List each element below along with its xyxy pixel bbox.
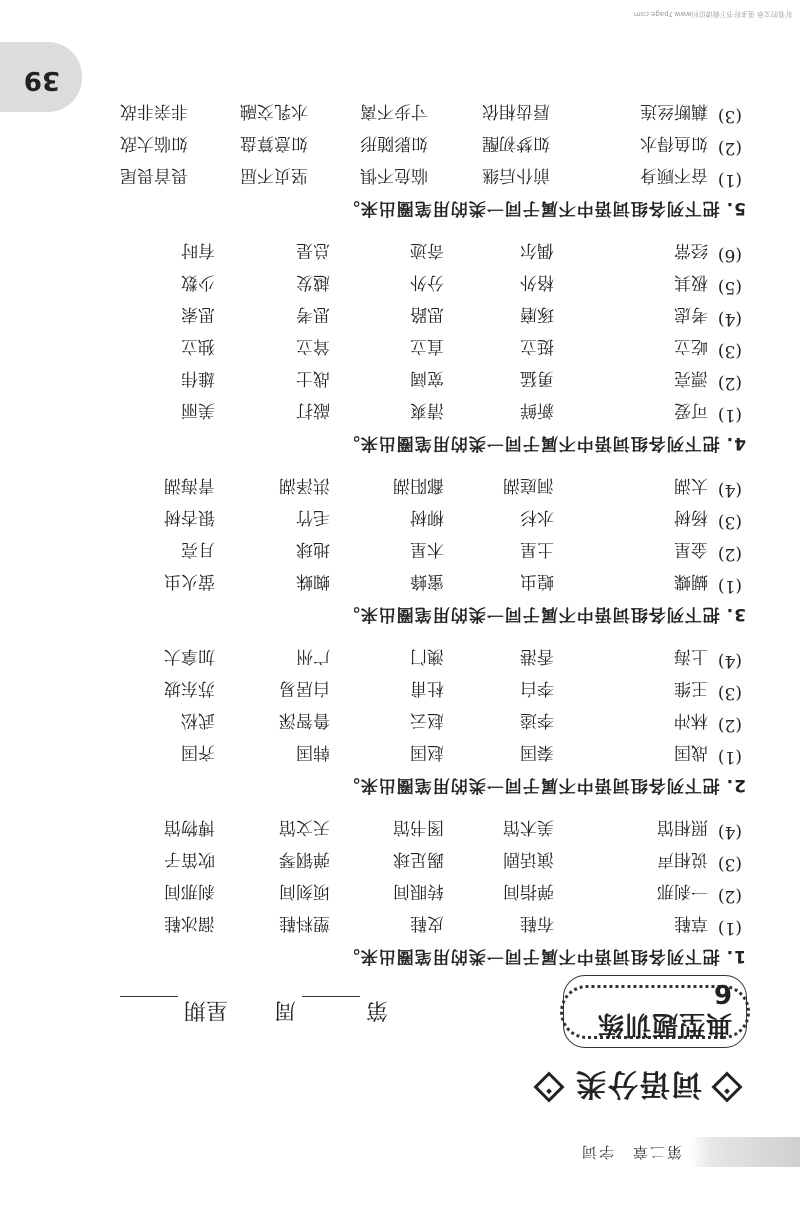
word-option[interactable]: 秦国 [520,742,554,762]
question-4 [342,433,746,458]
word-option[interactable]: 越发 [296,272,330,292]
word-option[interactable]: 顷刻间 [279,881,330,901]
word-option[interactable]: 蜜蜂 [410,571,444,591]
word-group-row [0,303,800,329]
word-option[interactable]: 皮鞋 [410,913,444,933]
question-2 [342,775,746,800]
row-index: (4) [717,822,742,842]
word-option[interactable]: 图书馆 [393,817,444,837]
word-option[interactable]: 唇齿相依 [482,101,550,121]
row-index: (3) [717,854,742,874]
word-group-row [0,399,800,425]
page-number: 39 [23,65,60,95]
word-option[interactable]: 月亮 [181,539,215,559]
word-option[interactable]: 耸立 [296,336,330,356]
header-bar [690,1137,800,1167]
word-option[interactable]: 弹钢琴 [279,849,330,869]
week-blank[interactable] [302,996,360,1019]
word-option[interactable]: 上海 [674,646,708,666]
week-day-line [114,996,388,1027]
word-option[interactable]: 寸步不离 [360,101,428,121]
word-option[interactable]: 敲打 [296,400,330,420]
word-option[interactable]: 杜甫 [410,678,444,698]
word-option[interactable]: 战士 [296,368,330,388]
word-group-row [0,474,800,500]
word-option[interactable]: 如鱼得水 [640,133,708,153]
word-option[interactable]: 格外 [520,272,554,292]
word-option[interactable]: 经常 [674,240,708,260]
training-title: 典型题训练6 [563,976,747,1049]
row-index: (3) [717,341,742,361]
word-option[interactable]: 踢足球 [393,849,444,869]
row-index: (1) [717,170,742,190]
word-option[interactable]: 水乳交融 [240,101,308,121]
row-index: (2) [717,373,742,393]
word-option[interactable]: 白居易 [279,678,330,698]
word-option[interactable]: 考虑 [674,304,708,324]
word-option[interactable]: 天文馆 [279,817,330,837]
question-number: 4. [725,433,746,453]
word-option[interactable]: 水杉 [520,507,554,527]
section-title [524,1065,752,1109]
word-option[interactable]: 临危不惧 [360,165,428,185]
word-option[interactable]: 新鲜 [520,400,554,420]
question-number: 1. [725,946,746,966]
word-option[interactable]: 少数 [181,272,215,292]
row-index: (2) [717,715,742,735]
row-index: (3) [717,512,742,532]
word-option[interactable]: 如临大敌 [120,133,188,153]
row-index: (2) [717,544,742,564]
question-text: 把下列各组词语中不属于同一类的用笔圈出来。 [341,433,720,453]
row-index: (4) [717,480,742,500]
row-index: (2) [717,138,742,158]
word-option[interactable]: 战国 [674,742,708,762]
word-option[interactable]: 溜冰鞋 [164,913,215,933]
word-option[interactable]: 草鞋 [674,913,708,933]
word-option[interactable]: 总是 [296,240,330,260]
row-index: (1) [717,747,742,767]
week-mid: 周 [273,997,296,1022]
word-option[interactable]: 塑料鞋 [279,913,330,933]
word-option[interactable]: 转眼间 [393,881,444,901]
row-index: (6) [717,245,742,265]
word-option[interactable]: 齐国 [181,742,215,762]
row-index: (1) [717,405,742,425]
row-index: (1) [717,576,742,596]
word-option[interactable]: 有时 [181,240,215,260]
word-group-row [0,538,800,564]
word-option[interactable]: 韩国 [296,742,330,762]
word-option[interactable]: 坚贞不屈 [240,165,308,185]
word-option[interactable]: 极其 [674,272,708,292]
question-text: 把下列各组词语中不属于同一类的用笔圈出来。 [341,946,720,966]
word-option[interactable]: 蝗虫 [520,571,554,591]
row-index: (5) [717,277,742,297]
word-option[interactable]: 青海湖 [164,475,215,495]
word-option[interactable]: 前仆后继 [482,165,550,185]
word-option[interactable]: 雄伟 [181,368,215,388]
row-index: (2) [717,886,742,906]
word-option[interactable]: 美术馆 [503,817,554,837]
training-title-box [560,978,750,1040]
word-option[interactable]: 挺立 [520,336,554,356]
footer-note: 好看的文章 更多好书下载请访问www.7page.com [633,10,792,18]
word-option[interactable]: 独立 [181,336,215,356]
word-option[interactable]: 宽阔 [410,368,444,388]
word-option[interactable]: 李逵 [520,710,554,730]
question-text: 把下列各组词语中不属于同一类的用笔圈出来。 [341,604,720,624]
word-option[interactable]: 鄱阳湖 [393,475,444,495]
row-index: (3) [717,106,742,126]
word-group-row [0,271,800,297]
word-option[interactable]: 偶尔 [520,240,554,260]
week-suffix: 星期 [183,997,228,1022]
word-group-row [0,645,800,671]
word-group-row [0,880,800,906]
word-group-row [0,709,800,735]
word-option[interactable]: 思索 [181,304,215,324]
word-option[interactable]: 照相馆 [657,817,708,837]
question-text: 把下列各组词语中不属于同一类的用笔圈出来。 [341,775,720,795]
word-option[interactable]: 林冲 [674,710,708,730]
row-index: (1) [717,918,742,938]
row-index: (4) [717,651,742,671]
question-text: 把下列各组词语中不属于同一类的用笔圈出来。 [341,198,720,218]
word-option[interactable]: 柳树 [410,507,444,527]
word-option[interactable]: 勇猛 [520,368,554,388]
word-group-row [0,335,800,361]
word-option[interactable]: 澳门 [410,646,444,666]
week-prefix: 第 [365,997,388,1022]
word-option[interactable]: 武松 [181,710,215,730]
word-option[interactable]: 赵云 [410,710,444,730]
word-option[interactable]: 香港 [520,646,554,666]
question-number: 3. [725,604,746,624]
word-option[interactable]: 屹立 [674,336,708,356]
word-option[interactable]: 李白 [520,678,554,698]
word-option[interactable]: 洪泽湖 [279,475,330,495]
word-option[interactable]: 可爱 [674,400,708,420]
word-option[interactable]: 广州 [296,646,330,666]
word-option[interactable]: 蝴蝶 [674,571,708,591]
word-option[interactable]: 畏首畏尾 [120,165,188,185]
word-option[interactable]: 毛竹 [296,507,330,527]
word-option[interactable]: 金星 [674,539,708,559]
diamond-icon [711,1071,742,1102]
word-option[interactable]: 美丽 [181,400,215,420]
word-group-row [0,164,800,190]
question-3 [342,604,746,629]
word-option[interactable]: 清爽 [410,400,444,420]
word-group-row [0,367,800,393]
word-option[interactable]: 太湖 [674,475,708,495]
word-option[interactable]: 分外 [410,272,444,292]
word-option[interactable]: 地球 [296,539,330,559]
word-option[interactable]: 如影随形 [360,133,428,153]
word-group-row [0,848,800,874]
section-title-text: 词语分类 [574,1066,702,1101]
word-option[interactable]: 刹那间 [164,881,215,901]
word-option[interactable]: 藕断丝连 [640,101,708,121]
word-option[interactable]: 弹指间 [503,881,554,901]
word-option[interactable]: 王维 [674,678,708,698]
word-option[interactable]: 琢磨 [520,304,554,324]
word-option[interactable]: 如意算盘 [240,133,308,153]
word-option[interactable]: 土星 [520,539,554,559]
question-number: 5. [725,198,746,218]
word-option[interactable]: 杨树 [674,507,708,527]
word-group-row [0,816,800,842]
word-option[interactable]: 思路 [410,304,444,324]
question-1 [342,946,746,971]
word-group-row [0,570,800,596]
word-group-row [0,100,800,126]
diamond-icon [533,1071,564,1102]
word-option[interactable]: 直立 [410,336,444,356]
word-group-row [0,506,800,532]
word-option[interactable]: 木星 [410,539,444,559]
word-option[interactable]: 蜘蛛 [296,571,330,591]
word-group-row [0,132,800,158]
word-option[interactable]: 一刹那 [657,881,708,901]
word-option[interactable]: 非亲非故 [120,101,188,121]
word-option[interactable]: 如梦初醒 [482,133,550,153]
day-blank[interactable] [120,996,178,1019]
word-option[interactable]: 演话剧 [503,849,554,869]
question-5 [342,198,746,223]
word-option[interactable]: 鲁智深 [279,710,330,730]
word-group-row [0,677,800,703]
word-option[interactable]: 思考 [296,304,330,324]
word-option[interactable]: 漂亮 [674,368,708,388]
word-option[interactable]: 博物馆 [164,817,215,837]
row-index: (3) [717,683,742,703]
question-number: 2. [725,775,746,795]
row-index: (4) [717,309,742,329]
chapter-header: 第二章 字词 [579,1143,682,1161]
word-group-row [0,741,800,767]
word-option[interactable]: 布鞋 [520,913,554,933]
word-option[interactable]: 奇迹 [410,240,444,260]
word-group-row [0,239,800,265]
word-option[interactable]: 银杏树 [164,507,215,527]
word-option[interactable]: 奋不顾身 [640,165,708,185]
word-option[interactable]: 说相声 [657,849,708,869]
word-option[interactable]: 赵国 [410,742,444,762]
word-option[interactable]: 苏东坡 [164,678,215,698]
word-option[interactable]: 吹笛子 [164,849,215,869]
word-option[interactable]: 洞庭湖 [503,475,554,495]
word-option[interactable]: 萤火虫 [164,571,215,591]
word-option[interactable]: 加拿大 [164,646,215,666]
word-group-row [0,912,800,938]
